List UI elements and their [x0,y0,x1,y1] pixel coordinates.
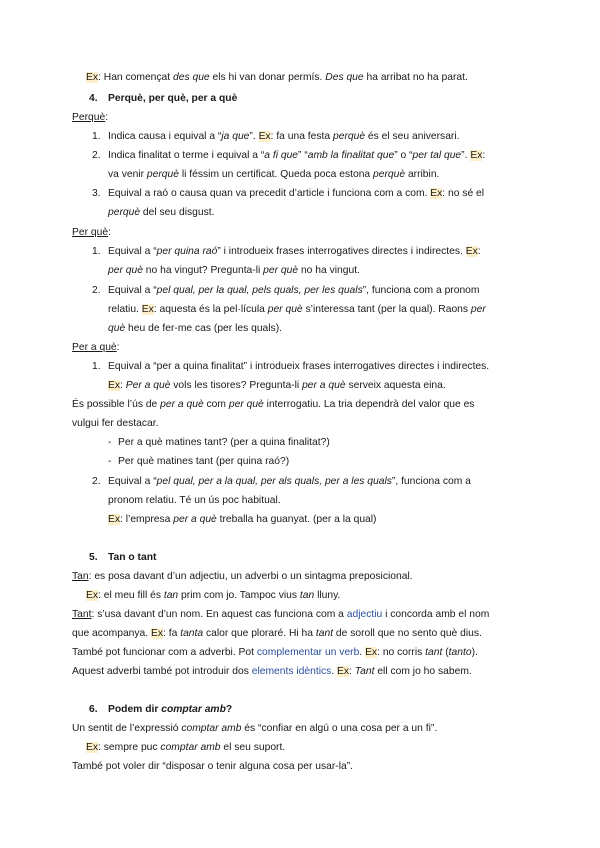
list-number: 1. [92,246,101,257]
list-item: Indica finalitat o terme i equival a “a fi que” “amb la finalitat que” o “per tal que”. Ex: [108,150,486,161]
ex-highlight: Ex [86,590,99,601]
list-number: 1. [92,361,101,372]
list-item-continuation: Ex: Per a què vols les tisores? Pregunta-li per a què serveix aquesta eina. [108,380,446,391]
paragraph-line: Tan: es posa davant d’un adjectiu, un adverbi o un sintagma preposicional. [72,571,413,582]
dash-bullet: - [108,456,112,467]
list-item: Equival a raó o causa quan va precedit d’article i funciona com a com. Ex: no sé el [108,188,485,199]
list-item: Equival a “pel qual, per la qual, pels quals, per les quals”, funciona com a pronom [108,285,480,296]
ex-highlight: Ex [430,188,443,199]
subsection-title: Per a què: [72,342,120,353]
subsection-title: Perquè: [72,112,109,123]
list-item-continuation: pronom relatiu. Té un ús poc habitual. [108,495,281,506]
paragraph-line: que acompanya. Ex: fa tanta calor que ploraré. Hi ha tant de soroll que no sento què dius. [72,628,482,639]
ex-highlight: Ex [258,131,271,142]
dash-bullet: - [108,437,112,448]
paragraph-line: També pot voler dir “disposar o tenir alguna cosa per usar-la”. [72,761,354,772]
paragraph-line: vulgui fer destacar. [72,418,159,429]
paragraph-line: Un sentit de l’expressió comptar amb és “confiar en algú o una cosa per a un fi”. [72,723,438,734]
list-item: Equival a “per quina raó” i introdueix frases interrogatives directes i indirectes. Ex: [108,246,481,257]
section-heading: Tan o tant [108,552,157,563]
ex-highlight: Ex [108,514,121,525]
heading-number: 6. [89,704,98,715]
subsection-title: Per què: [72,227,111,238]
list-item-continuation: perquè del seu disgust. [108,207,215,218]
list-number: 3. [92,188,101,199]
dash-item: Per a què matines tant? (per a quina finalitat?) [118,437,330,448]
ex-highlight: Ex [465,246,478,257]
heading-number: 4. [89,93,98,104]
adjectiu-link[interactable]: adjectiu [346,609,383,620]
section-heading: Perquè, per què, per a què [108,93,238,104]
paragraph-line: És possible l’ús de per a què com per què interrogatiu. La tria dependrà del valor que es [72,399,475,410]
list-item: Indica causa i equival a “ja que”. Ex: fa una festa perquè és el seu aniversari. [108,131,460,142]
ex-highlight: Ex [86,72,99,83]
list-item-continuation: per què no ha vingut? Pregunta-li per què no ha vingut. [108,265,360,276]
list-item-continuation: què heu de fer-me cas (per les quals). [108,323,282,334]
ex-highlight: Ex [86,742,99,753]
list-item: Equival a “pel qual, per a la qual, per als quals, per a les quals”, funciona com a [108,476,471,487]
list-item-continuation: va venir perquè li féssim un certificat. Queda poca estona perquè arribin. [108,169,440,180]
ex-highlight: Ex [141,304,154,315]
ex-highlight: Ex [470,150,483,161]
ex-highlight: Ex [151,628,164,639]
heading-number: 5. [89,552,98,563]
list-item-continuation: Ex: l’empresa per a què treballa ha guanyat. (per a la qual) [108,514,377,525]
list-number: 2. [92,476,101,487]
paragraph-line: Tant: s’usa davant d’un nom. En aquest cas funciona com a adjectiu i concorda amb el nom [72,609,490,620]
list-number: 2. [92,150,101,161]
section-heading: Podem dir comptar amb? [108,704,233,715]
dash-item: Per què matines tant (per quina raó?) [118,456,290,467]
example-line: Ex: Han començat des que els hi van donar permís. Des que ha arribat no ha parat. [86,72,468,83]
ex-highlight: Ex [365,647,378,658]
ex-highlight: Ex [337,666,350,677]
list-number: 2. [92,285,101,296]
example-line: Ex: sempre puc comptar amb el seu suport. [86,742,286,753]
paragraph-line: Aquest adverbi també pot introduir dos elements idèntics. Ex: Tant ell com jo ho sabem. [72,666,472,677]
example-line: Ex: el meu fill és tan prim com jo. Tampoc vius tan lluny. [86,590,341,601]
list-item-continuation: relatiu. Ex: aquesta és la pel·lícula per què s’interessa tant (per la qual). Raons per [108,304,486,315]
list-number: 1. [92,131,101,142]
complementar-verb-link[interactable]: complementar un verb [256,647,360,658]
ex-highlight: Ex [108,380,121,391]
list-item: Equival a “per a quina finalitat” i introdueix frases interrogatives directes i indirectes. [108,361,490,372]
elements-identics-link[interactable]: elements idèntics [251,666,332,677]
paragraph-line: També pot funcionar com a adverbi. Pot complementar un verb. Ex: no corris tant (tanto). [72,647,478,658]
